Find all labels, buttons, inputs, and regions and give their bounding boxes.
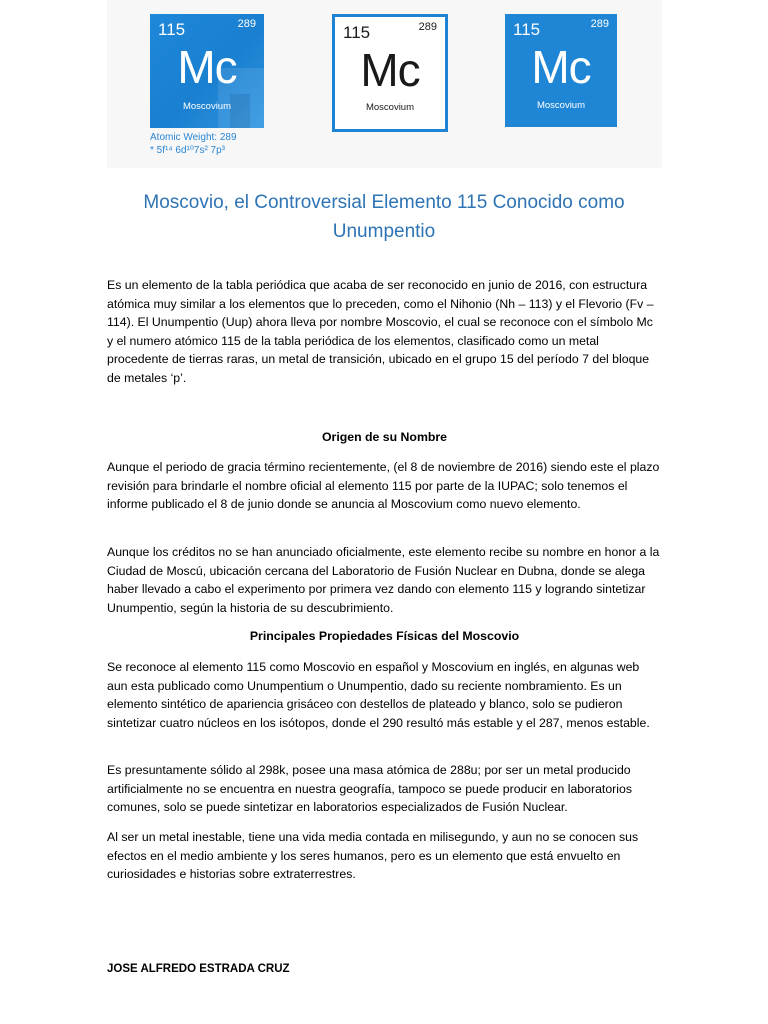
title-line-2: Unumpentio: [332, 221, 436, 242]
element-info: [150, 131, 237, 157]
document-title: [100, 188, 668, 246]
element-symbol: Mc: [360, 44, 420, 96]
origin-paragraph-1: Aunque el periodo de gracia término recientemente, (el 8 de noviembre de 2016) siendo este el plazo revisión para brindarle el nombre oficial al elemento 115 por parte de la IUPAC; solo tenemos el informe publicado el 8 de junio donde se anuncia al Moscovium como nuevo elemento.: [107, 460, 660, 511]
section-heading-origin: Origen de su Nombre: [321, 430, 448, 444]
element-tile-outline: [332, 14, 448, 132]
atomic-mass: 289: [590, 18, 609, 30]
properties-paragraph-1: Se reconoce al elemento 115 como Moscovio en español y Moscovium en inglés, en algunas web aun esta publicado como Unumpentium o Unumpentio, dado su reciente nombramiento. Es un elemento sintético de apariencia grisáceo con destellos de plateado y blanco, solo se pudieron sintetizar cuatro núcleos en los isótopos, donde el 290 resultó más estable y el 287, menos estable.: [107, 660, 650, 730]
title-line-1: Moscovio, el Controversial Elemento 115 Conocido como: [143, 192, 625, 213]
atomic-number: 115: [343, 23, 371, 42]
element-name: Moscovium: [182, 101, 232, 112]
origin-paragraph-2: Aunque los créditos no se han anunciado oficialmente, este elemento recibe su nombre en honor a la Ciudad de Moscú, ubicación cercana del Laboratorio de Fusión Nuclear en Dubna, donde se alega haber llevado a cabo el experimento por primera vez dando con elemento 115 y logrando sintetizar Unumpentio, según la historia de su descubrimiento.: [107, 545, 660, 615]
electron-configuration: * 5f¹⁴ 6d¹⁰7s² 7p³: [150, 145, 225, 156]
properties-paragraph-3: Al ser un metal inestable, tiene una vida media contada en milisegundo, y aun no se conocen sus efectos en el medio ambiente y los seres humanos, pero es un elemento que está envuelto en curiosidades e historias sobre extraterrestres.: [107, 830, 639, 881]
intro-paragraph: Es un elemento de la tabla periódica que acaba de ser reconocido en junio de 2016, con estructura atómica muy similar a los elementos que lo preceden, como el Nihonio (Nh – 113) y el Flevorio (Fv – 114). El Unumpentio (Uup) ahora lleva por nombre Moscovio, el cual se reconoce con el símbolo Mc y el numero atómico 115 de la tabla periódica de los elementos, clasificado como un metal procedente de tierras raras, un metal de transición, ubicado en el grupo 15 del período 7 del bloque de metales ‘p’.: [107, 278, 654, 385]
atomic-mass: 289: [418, 21, 437, 33]
element-tile-gradient: [150, 14, 264, 128]
atomic-number: 115: [158, 20, 186, 39]
atomic-mass: 289: [237, 18, 256, 30]
atomic-number: 115: [513, 20, 541, 39]
element-name: Moscovium: [365, 102, 415, 113]
atomic-weight: Atomic Weight: 289: [150, 132, 237, 143]
element-symbol: Mc: [177, 41, 237, 93]
properties-paragraph-2: Es presuntamente sólido al 298k, posee una masa atómica de 288u; por ser un metal producido artificialmente no se encuentra en nuestra geografía, tampoco se puede producir en laboratorios comunes, solo se puede sintetizar en laboratorios especializados de Fusión Nuclear.: [107, 763, 632, 814]
element-name: Moscovium: [536, 100, 586, 111]
author-name: JOSE ALFREDO ESTRADA CRUZ: [107, 963, 290, 975]
element-symbol: Mc: [531, 41, 591, 93]
section-heading-properties: Principales Propiedades Físicas del Moscovio: [249, 629, 520, 643]
element-tile-solid: [505, 14, 617, 127]
